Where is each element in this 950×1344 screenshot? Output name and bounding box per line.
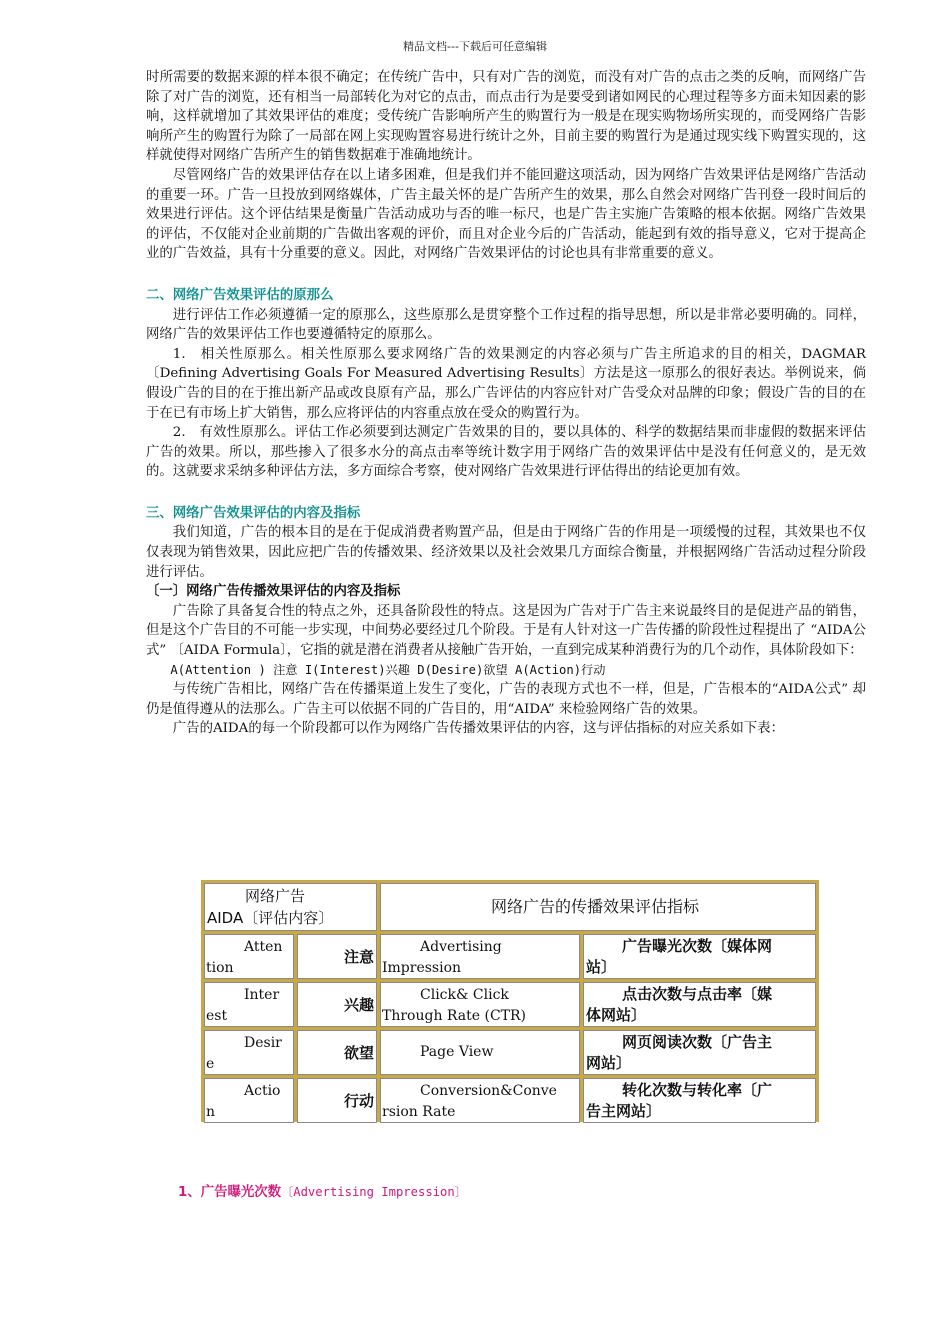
paragraph: 广告除了具备复合性的特点之外，还具备阶段性的特点。这是因为广告对于广告主来说最终目的是促进产品的销售，但是这个广告目的不可能一步实现，中间势必要经过几个阶段。于是有人针对这一广告传播的阶段性过程提出了 “AIDA公式” 〔AIDA Formula〕，它指的就是潜在消费者从接触广告开始，一直到完成某种消费行为的几个动作，具体阶段如下： xyxy=(146,603,866,659)
table-cell-stage-cn: 兴趣 xyxy=(297,982,377,1027)
subsection-heading: 〔一〕网络广告传播效果评估的内容及指标 xyxy=(146,584,401,600)
table-cell-stage: Inter est xyxy=(204,982,294,1027)
document-body xyxy=(146,68,866,739)
paragraph: 时所需要的数据来源的样本很不确定；在传统广告中，只有对广告的浏览，而没有对广告的点击之类的反响，而网络广告除了对广告的浏览，还有相当一局部转化为对它的点击，而点击行为是要受到诸如网民的心理过程等多方面未知因素的影响，这样就增加了其效果评估的难度；受传统广告影响所产生的购置行为一般是在现实购物场所实现的，而受网络广告影响所产生的购置行为除了一局部在网上实现购置容易进行统计之外，目前主要的购置行为是通过现实线下购置实现的，这样就使得对网络广告所产生的销售数据难于准确地统计。 xyxy=(146,70,866,164)
table-cell-metric: Advertising Impression xyxy=(380,934,580,979)
paragraph: 我们知道，广告的根本目的是在于促成消费者购置产品，但是由于网络广告的作用是一项缓慢的过程，其效果也不仅仅表现为销售效果，因此应把广告的传播效果、经济效果以及社会效果几方面综合衡量，并根据网络广告活动过程分阶段进行评估。 xyxy=(146,525,866,580)
paragraph: 1. 相关性原那么。相关性原那么要求网络广告的效果测定的内容必须与广告主所追求的目的相关，DAGMAR〔Defining Advertising Goals For Measured Advertising Results〕方法是这一原那么的很好表达。举例说来，倘假设广告的目的在于推出新产品或改良原有产品，那么广告评估的内容应针对广告受众对品牌的印象；假设广告的目的在于在已有市场上扩大销售，那么应将评估的内容重点放在受众的购置行为。 xyxy=(146,346,866,421)
table-cell-stage-cn: 注意 xyxy=(297,934,377,979)
table-header-indicators: 网络广告的传播效果评估指标 xyxy=(380,883,816,931)
table-cell-indicator: 广告曝光次数〔媒体网 站〕 xyxy=(583,934,816,979)
table-cell-metric: Page View xyxy=(380,1030,580,1075)
table-header-aida: 网络广告 AIDA〔评估内容〕 xyxy=(204,883,377,931)
table-cell-stage-cn: 欲望 xyxy=(297,1030,377,1075)
table-cell-indicator: 网页阅读次数〔广告主 网站〕 xyxy=(583,1030,816,1075)
table-cell-metric: Click& Click Through Rate (CTR) xyxy=(380,982,580,1027)
page-header: 精品文档---下载后可任意编辑 xyxy=(403,40,547,53)
table-cell-stage: Atten tion xyxy=(204,934,294,979)
paragraph: 尽管网络广告的效果评估存在以上诸多困难，但是我们并不能回避这项活动，因为网络广告效果评估是网络广告活动的重要一环。广告一旦投放到网络媒体，广告主最关怀的是广告所产生的效果，那么自然会对网络广告刊登一段时间后的效果进行评估。这个评估结果是衡量广告活动成功与否的唯一标尺，也是广告主实施广告策略的根本依据。网络广告效果的评估，不仅能对企业前期的广告做出客观的评价，而且对企业今后的广告活动，能起到有效的指导意义，它对于提高企业的广告效益，具有十分重要的意义。因此，对网络广告效果评估的讨论也具有非常重要的意义。 xyxy=(146,167,866,262)
table-cell-indicator: 转化次数与转化率〔广 告主网站〕 xyxy=(583,1078,816,1123)
table-cell-metric: Conversion&Conve rsion Rate xyxy=(380,1078,580,1123)
paragraph: 广告的AIDA的每一个阶段都可以作为网络广告传播效果评估的内容，这与评估指标的对应关系如下表： xyxy=(172,721,784,737)
paragraph: 与传统广告相比，网络广告在传播渠道上发生了变化，广告的表现方式也不一样，但是，广告根本的“AIDA公式” 却仍是值得遵从的法那么。广告主可以依据不同的广告目的，用“AIDA” 来检验网络广告的效果。 xyxy=(146,682,866,717)
section-heading-principles: 二、网络广告效果评估的原那么 xyxy=(146,287,334,303)
table-cell-stage: Desir e xyxy=(204,1030,294,1075)
table-cell-stage-cn: 行动 xyxy=(297,1078,377,1123)
table-cell-stage: Actio n xyxy=(204,1078,294,1123)
paragraph: 进行评估工作必须遵循一定的原那么，这些原那么是贯穿整个工作过程的指导思想，所以是非常必要明确的。同样，网络广告的效果评估工作也要遵循特定的原那么。 xyxy=(146,307,866,343)
table-cell-indicator: 点击次数与点击率〔媒 体网站〕 xyxy=(583,982,816,1027)
subsection-heading-ad-impression: 1、广告曝光次数〔Advertising Impression〕 xyxy=(178,1185,467,1200)
paragraph: 2. 有效性原那么。评估工作必须要到达测定广告效果的目的，要以具体的、科学的数据结果而非虚假的数据来评估广告的效果。所以，那些掺入了很多水分的高点击率等统计数字用于网络广告的效果评估中是没有任何意义的，是无效的。这就要求采纳多种评估方法，多方面综合考察，使对网络广告效果进行评估得出的结论更加有效。 xyxy=(146,425,866,480)
aida-line: A(Attention ) 注意 I(Interest)兴趣 D(Desire)欲望 A(Action)行动 xyxy=(170,662,606,677)
section-heading-content-indicators: 三、网络广告效果评估的内容及指标 xyxy=(146,505,361,521)
aida-table xyxy=(201,880,819,1122)
